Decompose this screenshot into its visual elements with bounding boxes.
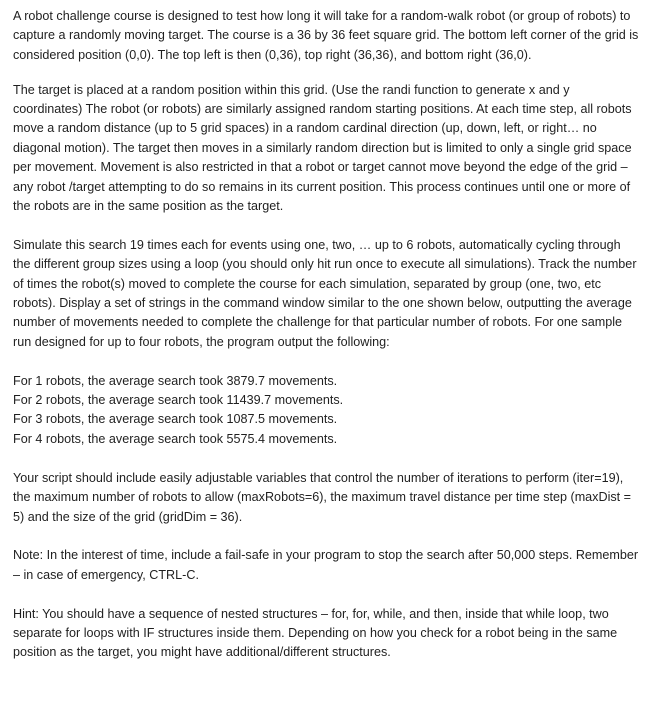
hint-paragraph: Hint: You should have a sequence of nested structures – for, for, while, and then, inside that while loop, two separate for loops with IF structures inside them. Depending on how you check for a robot being in the same position as the target, you might have additional/different structures. <box>13 606 618 660</box>
note-paragraph: Note: In the interest of time, include a fail-safe in your program to stop the search after 50,000 steps. Remember – in case of emergency, CTRL-C. <box>13 548 639 582</box>
output-line-3: For 3 robots, the average search took 1087.5 movements. <box>13 412 338 427</box>
intro-paragraph: A robot challenge course is designed to test how long it will take for a random-walk robot (or group of robots) to capture a randomly moving target. The course is a 36 by 36 feet square grid. The bottom left corner of the grid is considered position (0,0). The top left is then (0,36), top right (36,36), and bottom right (36,0). <box>13 9 639 62</box>
output-line-4: For 4 robots, the average search took 5575.4 movements. <box>13 431 338 446</box>
output-line-2: For 2 robots, the average search took 11439.7 movements. <box>13 393 344 408</box>
sample-output <box>13 372 640 450</box>
target-paragraph: The target is placed at a random position within this grid. (Use the randi function to generate x and y coordinates) The robot (or robots) are similarly assigned random starting positions. At each time step, all robots move a random distance (up to 5 grid spaces) in a random cardinal direction (up, down, left, or right… no diagonal motion). The target then moves in a similarly random direction but is limited to only a single grid space per movement. Movement is also restricted in that a robot or target cannot move beyond the edge of the grid – any robot /target attempting to do so remains in its current position. This process continues until one or more of the robots are in the same position as the target. <box>13 82 632 214</box>
simulate-paragraph: Simulate this search 19 times each for events using one, two, … up to 6 robots, automatically cycling through the different group sizes using a loop (you should only hit run once to execute all simulations). Track the number of times the robot(s) moved to complete the course for each simulation, separated by group (one, two, etc robots). Display a set of strings in the command window similar to the one shown below, outputting the average number of movements needed to complete the challenge for that particular number of robots. For one sample run designed for up to four robots, the program output the following: <box>13 237 637 349</box>
output-line-1: For 1 robots, the average search took 3879.7 movements. <box>13 373 338 388</box>
script-paragraph: Your script should include easily adjustable variables that control the number of iterations to perform (iter=19), the maximum number of robots to allow (maxRobots=6), the maximum travel distance per time step (maxDist = 5) and the size of the grid (gridDim = 36). <box>13 470 632 524</box>
